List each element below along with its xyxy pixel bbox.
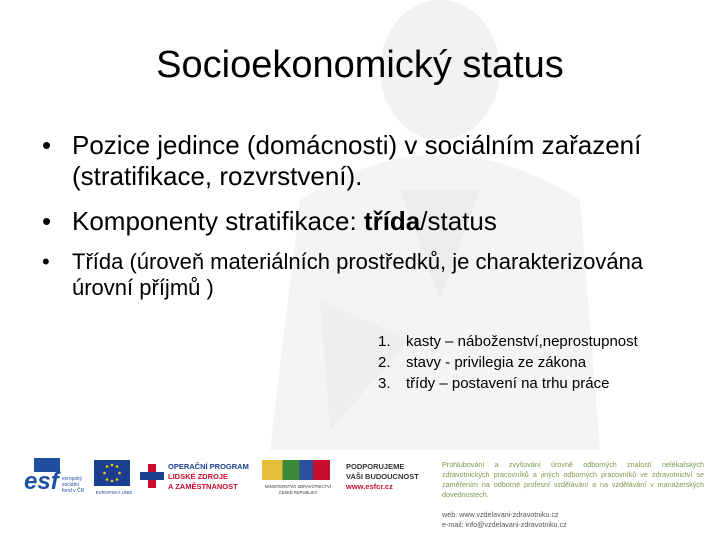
slide-title: Socioekonomický status — [156, 44, 564, 86]
numbered-item — [378, 352, 638, 373]
bullet-item — [42, 206, 497, 237]
contact-block — [442, 510, 567, 530]
numbered-item — [378, 331, 638, 352]
op-line1: OPERAČNÍ PROGRAM — [168, 462, 249, 471]
support-line1: PODPORUJEME — [346, 462, 405, 471]
ministry-logo — [260, 458, 336, 504]
numbered-item — [378, 373, 638, 394]
bullet-text-prefix: Komponenty stratifikace: — [72, 206, 364, 236]
esf-wordmark: esf — [24, 468, 59, 495]
bullet-item — [42, 130, 682, 192]
op-lzz-logo — [140, 458, 255, 504]
email-link[interactable]: e-mail: info@vzdelavani-zdravotniku.cz — [442, 520, 567, 529]
item-text: kasty – náboženství,neprostupnost — [406, 333, 638, 350]
op-line2: LIDSKÉ ZDROJE — [168, 472, 229, 481]
item-text: třídy – postavení na trhu práce — [406, 375, 610, 392]
item-number: 3. — [378, 375, 391, 392]
ministry-emblem-icon — [262, 460, 330, 480]
bullet-item — [42, 249, 682, 301]
bullet-text-suffix: /status — [420, 206, 497, 236]
item-number: 2. — [378, 354, 391, 371]
item-number: 1. — [378, 333, 391, 350]
project-description: Prohlubování a zvyšování úrovně odborných znalostí nelékařských zdravotnických pracovníků a jiných odborných pracovníků ve zdravotnictví se zaměřením na odborné profesní vzdělávání a na vzdělávání v manažerských dovednostech. — [442, 460, 704, 499]
esf-caption: evropský sociální fond v ČR — [62, 476, 85, 494]
support-block — [346, 462, 436, 502]
bullet-text-bold: třída — [363, 206, 421, 236]
bullet-text: Pozice jedince (domácnosti) v sociálním zařazení (stratifikace, rozvrstvení). — [72, 130, 642, 191]
bullet-dot: • — [42, 249, 50, 274]
item-text: stavy - privilegia ze zákona — [406, 354, 587, 371]
esf-logo — [24, 458, 88, 504]
bullet-text: Třída (úroveň materiálních prostředků, je charakterizována úrovní příjmů ) — [72, 249, 644, 300]
bullet-dot: • — [42, 206, 52, 236]
op-line3: A ZAMĚSTNANOST — [168, 482, 238, 491]
footer-logo-bar — [0, 452, 720, 540]
web-link[interactable]: web: www.vzdelavani-zdravotniku.cz — [442, 510, 559, 519]
numbered-list — [378, 331, 638, 394]
ministry-caption: MINISTERSTVO ZDRAVOTNICTVÍ ČESKÉ REPUBLIKY — [265, 484, 331, 495]
bullet-dot: • — [42, 130, 52, 160]
op-cross-icon — [140, 464, 164, 488]
eu-flag-icon — [94, 460, 130, 486]
support-line2: VAŠI BUDOUCNOST — [346, 472, 419, 481]
support-web: www.esfcr.cz — [346, 482, 393, 491]
eu-logo — [92, 458, 132, 504]
eu-caption: EVROPSKÁ UNIE — [95, 490, 133, 495]
